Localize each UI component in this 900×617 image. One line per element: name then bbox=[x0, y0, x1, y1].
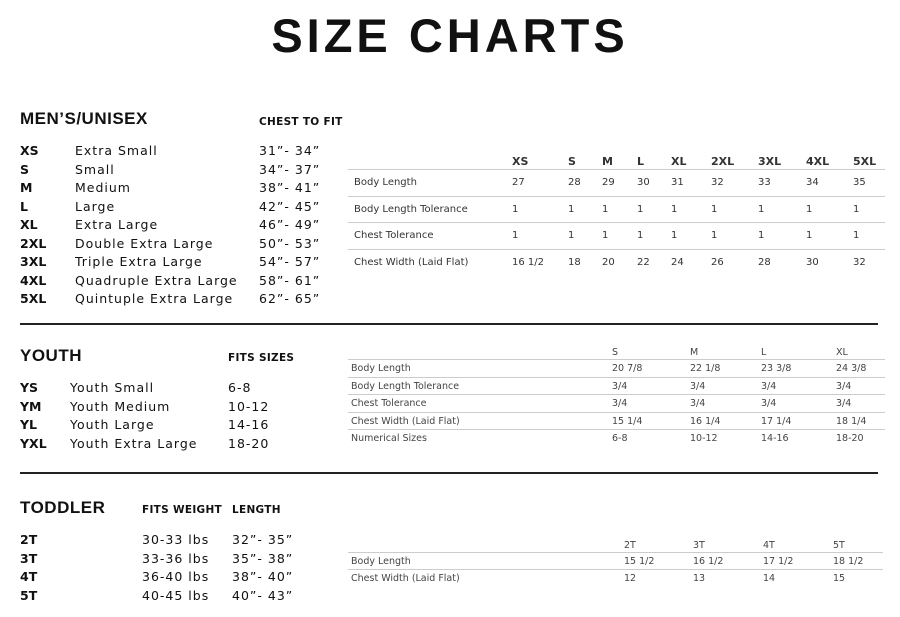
size-code: YM bbox=[20, 398, 42, 414]
table-cell: 1 bbox=[711, 230, 718, 241]
size-name: Medium bbox=[75, 180, 131, 195]
table-cell: 15 1/2 bbox=[624, 556, 655, 567]
table-cell: 1 bbox=[568, 203, 575, 215]
toddler-heading: TODDLER bbox=[20, 498, 106, 517]
length-range: 32”- 35” bbox=[232, 532, 294, 547]
row-label: Body Length Tolerance bbox=[351, 380, 460, 392]
table-cell: 3/4 bbox=[690, 380, 706, 392]
fits-weight: 30-33 lbs bbox=[142, 532, 210, 547]
table-cell: 15 1/4 bbox=[612, 415, 643, 427]
column-header: S bbox=[612, 347, 619, 358]
table-cell: 10-12 bbox=[690, 433, 718, 445]
chest-range: 42”- 45” bbox=[259, 198, 321, 214]
length-range: 35”- 38” bbox=[232, 550, 294, 566]
divider bbox=[20, 323, 878, 325]
table-cell: 28 bbox=[568, 177, 581, 188]
size-code: 4XL bbox=[20, 272, 47, 288]
row-label: Body Length bbox=[354, 177, 417, 188]
size-name: Double Extra Large bbox=[75, 235, 214, 251]
table-cell: 15 bbox=[833, 573, 846, 584]
table-cell: 1 bbox=[568, 230, 575, 241]
table-cell: 3/4 bbox=[612, 380, 628, 392]
size-code: 2T bbox=[20, 532, 38, 547]
table-cell: 14-16 bbox=[761, 433, 789, 445]
chest-range: 38”- 41” bbox=[259, 180, 321, 195]
youth-heading: YOUTH bbox=[20, 346, 82, 365]
table-cell: 22 bbox=[637, 256, 650, 268]
row-label: Chest Tolerance bbox=[354, 230, 434, 241]
column-header: XL bbox=[671, 155, 687, 168]
size-code: 4T bbox=[20, 569, 38, 584]
size-name: Extra Small bbox=[75, 143, 158, 158]
table-cell: 1 bbox=[758, 203, 765, 215]
table-cell: 30 bbox=[806, 256, 819, 268]
size-code: 5T bbox=[20, 587, 38, 603]
table-cell: 22 1/8 bbox=[690, 363, 721, 374]
column-header: L bbox=[761, 347, 767, 358]
table-cell: 14 bbox=[763, 573, 776, 584]
column-header: XL bbox=[836, 347, 848, 358]
row-label: Body Length Tolerance bbox=[354, 203, 468, 215]
column-header: M bbox=[690, 347, 699, 358]
table-cell: 1 bbox=[637, 203, 644, 215]
fits-weight: 40-45 lbs bbox=[142, 587, 210, 603]
table-cell: 1 bbox=[602, 230, 609, 241]
size-name: Large bbox=[75, 198, 116, 214]
table-cell: 16 1/4 bbox=[690, 415, 721, 427]
row-divider bbox=[348, 222, 885, 223]
chest-range: 62”- 65” bbox=[259, 291, 321, 306]
toddler-col-length-header: LENGTH bbox=[232, 504, 281, 516]
mens-col-header: CHEST TO FIT bbox=[259, 116, 343, 128]
table-cell: 30 bbox=[637, 177, 650, 188]
table-cell: 1 bbox=[853, 230, 860, 241]
row-divider bbox=[348, 249, 885, 250]
table-cell: 34 bbox=[806, 177, 819, 188]
size-code: XS bbox=[20, 143, 39, 158]
column-header: 2T bbox=[624, 540, 636, 551]
column-header: XS bbox=[512, 155, 529, 168]
chest-range: 31”- 34” bbox=[259, 143, 321, 158]
chest-range: 46”- 49” bbox=[259, 217, 321, 232]
table-cell: 1 bbox=[602, 203, 609, 215]
size-code: M bbox=[20, 180, 33, 195]
row-divider bbox=[348, 377, 885, 378]
column-header: 3XL bbox=[758, 155, 782, 168]
table-cell: 1 bbox=[806, 230, 813, 241]
table-cell: 3/4 bbox=[612, 398, 628, 410]
table-cell: 17 1/2 bbox=[763, 556, 794, 567]
size-code: 2XL bbox=[20, 235, 47, 251]
row-divider bbox=[348, 394, 885, 395]
column-header: S bbox=[568, 155, 576, 168]
table-cell: 16 1/2 bbox=[693, 556, 724, 567]
table-cell: 16 1/2 bbox=[512, 256, 544, 268]
length-range: 40”- 43” bbox=[232, 587, 294, 603]
size-name: Quadruple Extra Large bbox=[75, 272, 238, 288]
table-cell: 3/4 bbox=[690, 398, 706, 410]
table-cell: 1 bbox=[671, 230, 678, 241]
size-name: Quintuple Extra Large bbox=[75, 291, 234, 306]
length-range: 38”- 40” bbox=[232, 569, 294, 584]
table-cell: 20 bbox=[602, 256, 615, 268]
table-cell: 1 bbox=[512, 203, 519, 215]
size-code: 3T bbox=[20, 550, 38, 566]
row-label: Chest Width (Laid Flat) bbox=[354, 256, 469, 268]
fits-weight: 36-40 lbs bbox=[142, 569, 210, 584]
table-cell: 32 bbox=[711, 177, 724, 188]
table-cell: 17 1/4 bbox=[761, 415, 792, 427]
fits-size: 14-16 bbox=[228, 417, 270, 432]
table-cell: 1 bbox=[853, 203, 860, 215]
row-divider bbox=[348, 552, 883, 553]
table-cell: 18-20 bbox=[836, 433, 864, 445]
size-name: Extra Large bbox=[75, 217, 159, 232]
table-cell: 31 bbox=[671, 177, 684, 188]
row-label: Chest Width (Laid Flat) bbox=[351, 415, 460, 427]
mens-heading: MEN’S/UNISEX bbox=[20, 109, 148, 128]
size-code: YS bbox=[20, 380, 39, 395]
table-cell: 35 bbox=[853, 177, 866, 188]
column-header: 3T bbox=[693, 540, 705, 551]
chest-range: 54”- 57” bbox=[259, 254, 321, 269]
row-divider bbox=[348, 412, 885, 413]
row-label: Body Length bbox=[351, 363, 411, 374]
table-cell: 13 bbox=[693, 573, 706, 584]
column-header: 4XL bbox=[806, 155, 830, 168]
row-label: Body Length bbox=[351, 556, 411, 567]
table-cell: 26 bbox=[711, 256, 724, 268]
fits-size: 10-12 bbox=[228, 398, 270, 414]
size-name: Youth Large bbox=[70, 417, 155, 432]
size-code: L bbox=[20, 198, 28, 214]
table-cell: 29 bbox=[602, 177, 615, 188]
table-cell: 3/4 bbox=[761, 380, 777, 392]
youth-col-header: FITS SIZES bbox=[228, 352, 295, 364]
row-label: Chest Width (Laid Flat) bbox=[351, 573, 460, 584]
size-name: Youth Small bbox=[70, 380, 155, 395]
row-divider bbox=[348, 196, 885, 197]
column-header: 4T bbox=[763, 540, 775, 551]
table-cell: 27 bbox=[512, 177, 525, 188]
table-cell: 18 1/4 bbox=[836, 415, 867, 427]
table-cell: 6-8 bbox=[612, 433, 628, 445]
size-code: 5XL bbox=[20, 291, 47, 306]
table-cell: 1 bbox=[758, 230, 765, 241]
size-code: S bbox=[20, 161, 30, 177]
table-cell: 28 bbox=[758, 256, 771, 268]
table-cell: 1 bbox=[806, 203, 813, 215]
size-name: Small bbox=[75, 161, 115, 177]
table-cell: 1 bbox=[512, 230, 519, 241]
chest-range: 58”- 61” bbox=[259, 272, 321, 288]
column-header: M bbox=[602, 155, 613, 168]
toddler-col-weight-header: FITS WEIGHT bbox=[142, 504, 222, 516]
size-code: XL bbox=[20, 217, 38, 232]
table-cell: 23 3/8 bbox=[761, 363, 792, 374]
column-header: 5XL bbox=[853, 155, 877, 168]
page-title: SIZE CHARTS bbox=[271, 9, 629, 62]
row-divider bbox=[348, 429, 885, 430]
size-code: YL bbox=[20, 417, 38, 432]
table-cell: 1 bbox=[711, 203, 718, 215]
fits-weight: 33-36 lbs bbox=[142, 550, 210, 566]
chest-range: 34”- 37” bbox=[259, 161, 321, 177]
size-name: Youth Medium bbox=[70, 398, 171, 414]
fits-size: 6-8 bbox=[228, 380, 252, 395]
table-cell: 12 bbox=[624, 573, 637, 584]
table-cell: 1 bbox=[637, 230, 644, 241]
row-divider bbox=[348, 169, 885, 170]
table-cell: 24 bbox=[671, 256, 684, 268]
column-header: 5T bbox=[833, 540, 845, 551]
table-cell: 1 bbox=[671, 203, 678, 215]
size-code: YXL bbox=[20, 435, 47, 451]
column-header: L bbox=[637, 155, 645, 168]
row-label: Numerical Sizes bbox=[351, 433, 427, 445]
chest-range: 50”- 53” bbox=[259, 235, 321, 251]
size-code: 3XL bbox=[20, 254, 47, 269]
table-cell: 32 bbox=[853, 256, 866, 268]
table-cell: 18 1/2 bbox=[833, 556, 864, 567]
fits-size: 18-20 bbox=[228, 435, 270, 451]
row-divider bbox=[348, 359, 885, 360]
column-header: 2XL bbox=[711, 155, 735, 168]
table-cell: 24 3/8 bbox=[836, 363, 867, 374]
row-divider bbox=[348, 569, 883, 570]
row-label: Chest Tolerance bbox=[351, 398, 427, 410]
size-name: Triple Extra Large bbox=[75, 254, 203, 269]
size-name: Youth Extra Large bbox=[70, 435, 198, 451]
table-cell: 3/4 bbox=[836, 398, 852, 410]
table-cell: 18 bbox=[568, 256, 581, 268]
table-cell: 3/4 bbox=[836, 380, 852, 392]
table-cell: 33 bbox=[758, 177, 771, 188]
table-cell: 3/4 bbox=[761, 398, 777, 410]
divider bbox=[20, 472, 878, 474]
table-cell: 20 7/8 bbox=[612, 363, 643, 374]
